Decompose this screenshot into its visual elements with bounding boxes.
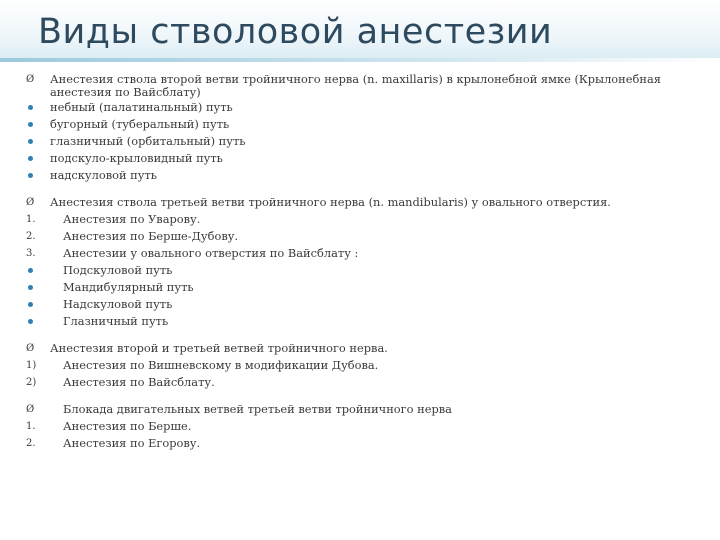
section-heading bbox=[26, 401, 706, 418]
list-item-text: надскуловой путь bbox=[50, 168, 157, 182]
list-item-text: Анестезия по Вайсблату. bbox=[63, 375, 215, 389]
list-number: 1. bbox=[26, 421, 36, 432]
list-item bbox=[26, 99, 706, 116]
list-number: 2. bbox=[26, 231, 36, 242]
list-item bbox=[26, 262, 706, 279]
list-item-text: Анестезия по Егорову. bbox=[63, 436, 201, 450]
list-number: 2) bbox=[26, 377, 37, 388]
list-item bbox=[26, 374, 706, 391]
list-item-text: подскуло-крыловидный путь bbox=[50, 151, 223, 165]
list-item-text: Анестезия по Берше. bbox=[63, 419, 192, 433]
list-item-text: бугорный (туберальный) путь bbox=[50, 117, 230, 131]
arrow-bullet-icon: Ø bbox=[26, 404, 35, 415]
list-item bbox=[26, 245, 706, 262]
list-item-text: Анестезия по Вишневскому в модификации Дубова. bbox=[63, 358, 379, 372]
list-item bbox=[26, 313, 706, 330]
bullet-dot-icon bbox=[28, 268, 33, 273]
slide-title: Виды стволовой анестезии bbox=[38, 12, 553, 52]
list-number: 1. bbox=[26, 214, 36, 225]
list-item bbox=[26, 150, 706, 167]
slide-content bbox=[26, 71, 706, 462]
section-mandibularis bbox=[26, 194, 706, 330]
bullet-dot-icon bbox=[28, 156, 33, 161]
section-motor-branches-block bbox=[26, 401, 706, 452]
bullet-dot-icon bbox=[28, 173, 33, 178]
list-item-text: небный (палатинальный) путь bbox=[50, 100, 233, 114]
arrow-bullet-icon: Ø bbox=[26, 74, 35, 85]
section-maxillaris bbox=[26, 71, 706, 184]
bullet-dot-icon bbox=[28, 139, 33, 144]
list-number: 1) bbox=[26, 360, 37, 371]
list-item bbox=[26, 357, 706, 374]
section-heading bbox=[26, 340, 706, 357]
list-item bbox=[26, 167, 706, 184]
list-item bbox=[26, 435, 706, 452]
list-item bbox=[26, 279, 706, 296]
heading-text: Анестезия второй и третьей ветвей тройничного нерва. bbox=[50, 341, 388, 355]
heading-text: Анестезия ствола третьей ветви тройничного нерва (n. mandibularis) у овального отверстия. bbox=[50, 195, 611, 209]
bullet-dot-icon bbox=[28, 319, 33, 324]
list-item-text: Глазничный путь bbox=[63, 314, 169, 328]
section-second-third-branches bbox=[26, 340, 706, 391]
list-item-text: Анестезии у овального отверстия по Вайсблату : bbox=[63, 246, 359, 260]
list-item bbox=[26, 116, 706, 133]
list-item-text: Подскуловой путь bbox=[63, 263, 173, 277]
arrow-bullet-icon: Ø bbox=[26, 197, 35, 208]
list-item-text: Анестезия по Берше-Дубову. bbox=[63, 229, 239, 243]
heading-text: Анестезия ствола второй ветви тройничного нерва (n. maxillaris) в крылонебной ямке (Крылонебная анестезия по Вайсблату) bbox=[50, 72, 661, 99]
arrow-bullet-icon: Ø bbox=[26, 343, 35, 354]
list-item bbox=[26, 296, 706, 313]
list-item bbox=[26, 228, 706, 245]
section-heading bbox=[26, 194, 706, 211]
heading-text: Блокада двигательных ветвей третьей ветви тройничного нерва bbox=[63, 402, 452, 416]
list-number: 3. bbox=[26, 248, 36, 259]
section-heading bbox=[26, 71, 706, 99]
list-number: 2. bbox=[26, 438, 36, 449]
bullet-dot-icon bbox=[28, 122, 33, 127]
list-item bbox=[26, 133, 706, 150]
list-item bbox=[26, 211, 706, 228]
bullet-dot-icon bbox=[28, 105, 33, 110]
list-item-text: Надскуловой путь bbox=[63, 297, 173, 311]
title-underline bbox=[0, 58, 720, 62]
list-item-text: Анестезия по Уварову. bbox=[63, 212, 201, 226]
bullet-dot-icon bbox=[28, 302, 33, 307]
list-item bbox=[26, 418, 706, 435]
bullet-dot-icon bbox=[28, 285, 33, 290]
list-item-text: глазничный (орбитальный) путь bbox=[50, 134, 246, 148]
list-item-text: Мандибулярный путь bbox=[63, 280, 194, 294]
